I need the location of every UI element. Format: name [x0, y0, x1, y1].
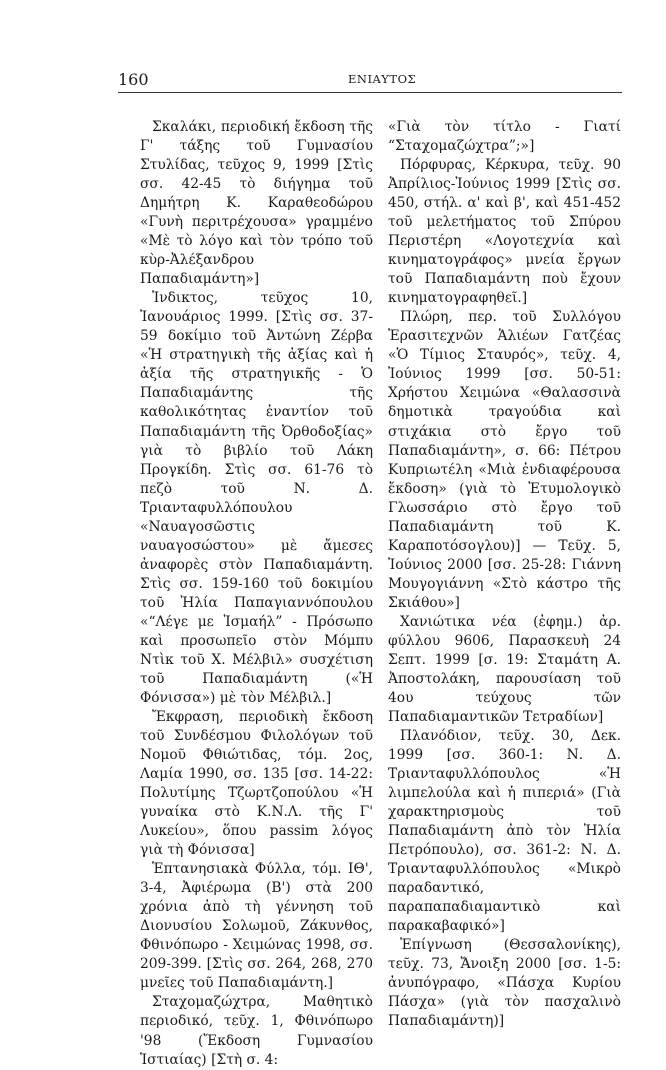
- header-rule: [118, 92, 622, 93]
- page-number: 160: [118, 70, 149, 89]
- bibliography-entry: Χανιώτικα νέα (ἐφημ.) ἀρ. φύλλου 9606, Παρασκευὴ 24 Σεπτ. 1999 [σ. 19: Σταμάτη Α. Ἀποστολάκη, παρουσίαση τοῦ 4ου τεύχους τῶν Παπαδιαμαντικῶν Τετραδίων]: [388, 613, 621, 725]
- left-column: [140, 118, 373, 1070]
- bibliography-entry: Σταχομαζώχτρα, Μαθητικὸ περιοδικό, τεῦχ. 1, Φθινόπωρο '98 (Ἔκδοση Γυμνασίου Ἱστιαίας) [Στὴ σ. 4:: [140, 994, 373, 1068]
- bibliography-entry: Σκαλάκι, περιοδική ἔκδοση τῆς Γ' τάξης τοῦ Γυμνασίου Στυλίδας, τεῦχος 9, 1999 [Στὶς σσ. 42-45 τὸ διήγημα τοῦ Δημήτρη Κ. Καραθεοδώρου «Γυνὴ περιτρέχουσα» γραμμένο «Μὲ τὸ λόγο καὶ τὸν τρόπο τοῦ κὺρ-Ἀλέξανδρου Παπαδιαμάντη»]: [140, 119, 373, 288]
- bibliography-entry: Πλανόδιον, τεῦχ. 30, Δεκ. 1999 [σσ. 360-1: Ν. Δ. Τριανταφυλλόπουλος «Ἡ λιμπελούλα καὶ ἡ πιπεριά» (Γιὰ χαρακτηρισμοὺς τοῦ Παπαδιαμάντη ἀπὸ τὸν Ἠλία Πετρόπουλο), σσ. 361-2: Ν. Δ. Τριανταφυλλόπουλος «Μικρὸ παραδαντικό, παραπαπαδιαμαντικὸ καὶ παρακαβαφικό»]: [388, 728, 621, 935]
- bibliography-entry: Ἔκφραση, περιοδικὴ ἔκδοση τοῦ Συνδέσμου Φιλολόγων τοῦ Νομοῦ Φθιώτιδας, τόμ. 2ος, Λαμία 1990, σσ. 135 [σσ. 14-22: Πολυτίμης Τζωρτζοπούλου «Ἡ γυναίκα στὸ Κ.Ν.Λ. τῆς Γ' Λυκείου», ὅπου passim λόγος γιὰ τὴ Φόνισσα]: [140, 708, 373, 859]
- bibliography-entry: Ἐπίγνωση (Θεσσαλονίκης), τεῦχ. 73, Ἄνοιξη 2000 [σσ. 1-5: ἀνυπόγραφο, «Πάσχα Κυρίου Πάσχα» (γιὰ τὸν πασχαλινὸ Παπαδιαμάντη)]: [388, 937, 621, 1030]
- bibliography-entry: Πλώρη, περ. τοῦ Συλλόγου Ἐρασιτεχνῶν Ἁλιέων Γατζέας «Ὁ Τίμιος Σταυρός», τεῦχ. 4, Ἰούνιος 1999 [σσ. 50-51: Χρήστου Χειμώνα «Θαλασσινὰ δημοτικὰ τραγούδια καὶ στιχάκια στὸ ἔργο τοῦ Παπαδιαμάντη», σ. 66: Πέτρου Κυπριωτέλη «Μιὰ ἐνδιαφέρουσα ἔκδοση» (γιὰ τὸ Ἐτυμολογικὸ Γλωσσάριο στὸ ἔργο τοῦ Παπαδιαμάντη τοῦ Κ. Καραποτόσογλου)] — Τεῦχ. 5, Ἰούνιος 2000 [σσ. 25-28: Γιάννη Μουγογιάννη «Στὸ κάστρο τῆς Σκιάθου»]: [388, 309, 621, 611]
- bibliography-entry: Πόρφυρας, Κέρκυρα, τεῦχ. 90 Ἀπρίλιος-Ἰούνιος 1999 [Στὶς σσ. 450, στήλ. α' καὶ β', καὶ 451-452 τοῦ μελετήματος τοῦ Σπύρου Περιστέρη «Λογοτεχνία καὶ κινηματογράφος» μνεία ἔργων τοῦ Παπαδιαμάντη ποὺ ἔχουν κινηματογραφηθεῖ.]: [388, 157, 621, 307]
- running-title: ΕΝΙΑΥΤΟΣ: [348, 72, 417, 86]
- bibliography-entry-continuation: «Γιὰ τὸν τίτλο - Γιατί “Σταχομαζώχτρα”;»]: [388, 119, 621, 155]
- right-column: [388, 118, 621, 1032]
- bibliography-entry: Ἰνδικτος, τεῦχος 10, Ἰανουάριος 1999. [Στὶς σσ. 37-59 δοκίμιο τοῦ Ἀντώνη Ζέρβα «Ἡ στρατηγικὴ τῆς ἀξίας καὶ ἡ ἀξία τῆς στρατηγικῆς - Ὁ Παπαδιαμάντης τῆς καθολικότητας ἐναντίον τοῦ Παπαδιαμάντη τῆς Ὀρθοδοξίας» γιὰ τὸ βιβλίο τοῦ Λάκη Προγκίδη. Στὶς σσ. 61-76 τὸ πεζὸ τοῦ Ν. Δ. Τριανταφυλλόπουλου «Ναυαγοσῶστις ναυαγοσώστου» μὲ ἄμεσες ἀναφορὲς στὸν Παπαδιαμάντη. Στὶς σσ. 159-160 τοῦ δοκιμίου τοῦ Ἠλία Παπαγιαννόπουλου «“Λέγε με Ἰσμαήλ” - Πρόσωπο καὶ προσωπεῖο στὸν Μόμπυ Ντὶκ τοῦ Χ. Μέλβιλ» συσχέτιση τοῦ Παπαδιαμάντη («Ἡ Φόνισσα») μὲ τὸν Μέλβιλ.]: [140, 290, 373, 706]
- bibliography-entry: Ἑπτανησιακὰ Φύλλα, τόμ. ΙΘ', 3-4, Ἀφιέρωμα (Β') στὰ 200 χρόνια ἀπὸ τὴ γέννηση τοῦ Διονυσίου Σολωμοῦ, Ζάκυνθος, Φθινόπωρο - Χειμώνας 1998, σσ. 209-399. [Στὶς σσ. 264, 268, 270 μνεῖες τοῦ Παπαδιαμάντη.]: [140, 861, 373, 992]
